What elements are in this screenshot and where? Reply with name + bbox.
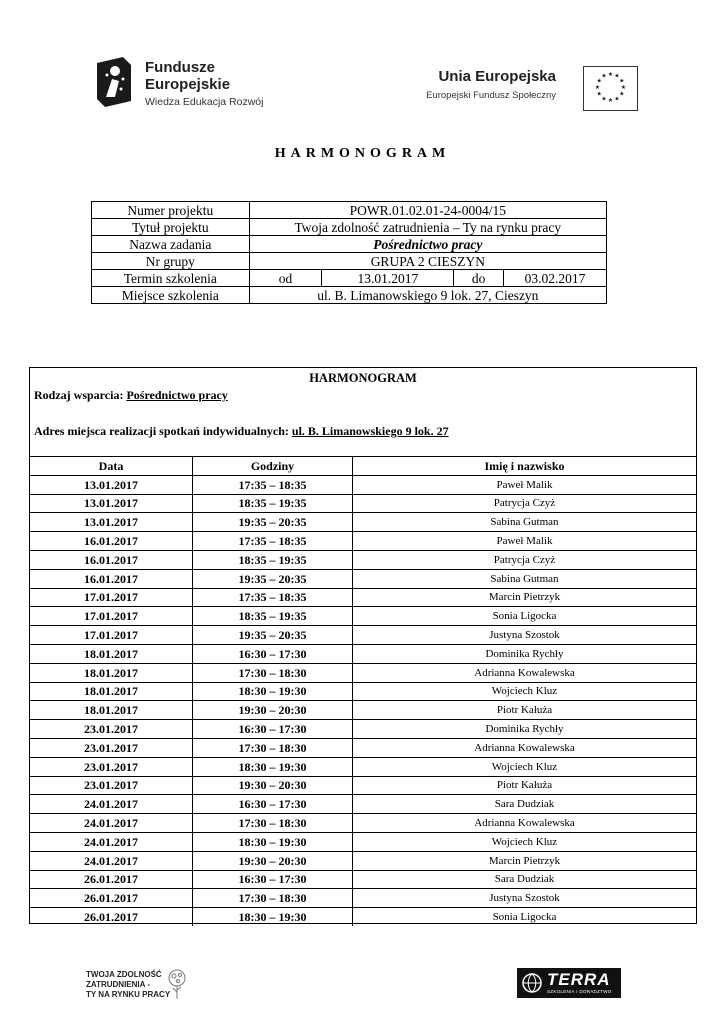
date-cell: 24.01.2017 xyxy=(30,814,193,833)
date-cell: 26.01.2017 xyxy=(30,870,193,889)
info-value-miejsce: ul. B. Limanowskiego 9 lok. 27, Cieszyn xyxy=(249,287,606,304)
name-cell: Paweł Malik xyxy=(353,532,697,551)
name-cell: Adrianna Kowalewska xyxy=(353,814,697,833)
name-cell: Paweł Malik xyxy=(353,475,697,494)
info-label-miejsce: Miejsce szkolenia xyxy=(92,287,250,304)
schedule-row xyxy=(30,701,696,720)
tz-logo-line2: ZATRUDNIENIA - xyxy=(86,980,150,989)
schedule-row xyxy=(30,626,696,645)
schedule-row xyxy=(30,569,696,588)
svg-text:★: ★ xyxy=(601,72,607,80)
info-termin-start: 13.01.2017 xyxy=(322,270,454,287)
date-cell: 18.01.2017 xyxy=(30,644,193,663)
name-cell: Marcin Pietrzyk xyxy=(353,851,697,870)
name-cell: Patrycja Czyż xyxy=(353,494,697,513)
hours-cell: 16:30 – 17:30 xyxy=(193,795,353,814)
fe-logo-line3: Wiedza Edukacja Rozwój xyxy=(145,96,264,108)
hours-cell: 19:30 – 20:30 xyxy=(193,701,353,720)
fundusze-europejskie-mark-icon xyxy=(97,57,131,107)
fundusze-europejskie-logo xyxy=(97,57,267,115)
hours-cell: 17:35 – 18:35 xyxy=(193,588,353,607)
schedule-row xyxy=(30,607,696,626)
hours-cell: 18:35 – 19:35 xyxy=(193,607,353,626)
date-cell: 23.01.2017 xyxy=(30,738,193,757)
info-value-nazwa: Pośrednictwo pracy xyxy=(249,236,606,253)
svg-text:★: ★ xyxy=(619,90,625,98)
name-cell: Sonia Ligocka xyxy=(353,908,697,926)
hours-cell: 18:30 – 19:30 xyxy=(193,682,353,701)
name-cell: Piotr Kałuża xyxy=(353,701,697,720)
schedule-row xyxy=(30,682,696,701)
date-cell: 23.01.2017 xyxy=(30,776,193,795)
fe-logo-line2: Europejskie xyxy=(145,76,231,93)
project-info-table xyxy=(91,201,607,304)
hours-cell: 18:35 – 19:35 xyxy=(193,550,353,569)
hours-cell: 16:30 – 17:30 xyxy=(193,720,353,739)
info-label-numer: Numer projektu xyxy=(92,202,250,219)
info-value-numer: POWR.01.02.01-24-0004/15 xyxy=(249,202,606,219)
date-cell: 18.01.2017 xyxy=(30,682,193,701)
date-cell: 24.01.2017 xyxy=(30,795,193,814)
svg-text:★: ★ xyxy=(607,71,614,78)
info-row-termin xyxy=(92,270,607,287)
svg-text:★: ★ xyxy=(620,84,627,91)
eu-flag-icon xyxy=(583,66,638,111)
hours-cell: 16:30 – 17:30 xyxy=(193,870,353,889)
unia-europejska-logo xyxy=(418,66,638,114)
date-cell: 17.01.2017 xyxy=(30,626,193,645)
svg-text:★: ★ xyxy=(614,95,620,103)
name-cell: Adrianna Kowalewska xyxy=(353,663,697,682)
name-cell: Sara Dudziak xyxy=(353,795,697,814)
hours-cell: 18:30 – 19:30 xyxy=(193,908,353,926)
hours-cell: 16:30 – 17:30 xyxy=(193,644,353,663)
address-line xyxy=(34,424,449,439)
schedule-row xyxy=(30,550,696,569)
hours-cell: 17:30 – 18:30 xyxy=(193,663,353,682)
date-cell: 18.01.2017 xyxy=(30,701,193,720)
svg-text:★: ★ xyxy=(619,77,625,85)
date-cell: 16.01.2017 xyxy=(30,569,193,588)
schedule-row xyxy=(30,532,696,551)
schedule-section xyxy=(29,367,697,924)
terra-tagline: SZKOLENIA I DORADZTWO xyxy=(547,989,612,994)
svg-text:★: ★ xyxy=(594,84,601,91)
terra-logo xyxy=(517,968,621,998)
fe-logo-line1: Fundusze xyxy=(145,59,215,76)
schedule-row xyxy=(30,908,696,926)
schedule-header-row xyxy=(30,457,696,476)
date-cell: 26.01.2017 xyxy=(30,908,193,926)
info-value-tytul: Twoja zdolność zatrudnienia – Ty na rynku pracy xyxy=(249,219,606,236)
schedule-heading: HARMONOGRAM xyxy=(309,371,417,385)
schedule-row xyxy=(30,757,696,776)
svg-text:★: ★ xyxy=(601,95,607,103)
schedule-row xyxy=(30,814,696,833)
info-label-grupa: Nr grupy xyxy=(92,253,250,270)
name-cell: Sara Dudziak xyxy=(353,870,697,889)
date-cell: 13.01.2017 xyxy=(30,513,193,532)
schedule-row xyxy=(30,795,696,814)
hours-cell: 19:30 – 20:30 xyxy=(193,851,353,870)
date-cell: 16.01.2017 xyxy=(30,532,193,551)
name-cell: Piotr Kałuża xyxy=(353,776,697,795)
date-cell: 26.01.2017 xyxy=(30,889,193,908)
schedule-row xyxy=(30,720,696,739)
twoja-zdolnosc-logo xyxy=(86,968,196,1002)
date-cell: 16.01.2017 xyxy=(30,550,193,569)
info-termin-od: od xyxy=(249,270,322,287)
name-cell: Wojciech Kluz xyxy=(353,832,697,851)
schedule-row xyxy=(30,889,696,908)
hours-cell: 19:35 – 20:35 xyxy=(193,626,353,645)
name-cell: Wojciech Kluz xyxy=(353,757,697,776)
hours-cell: 17:35 – 18:35 xyxy=(193,475,353,494)
svg-text:★: ★ xyxy=(596,77,602,85)
info-label-termin: Termin szkolenia xyxy=(92,270,250,287)
ue-logo-subtitle: Europejski Fundusz Społeczny xyxy=(426,90,556,101)
svg-text:★: ★ xyxy=(607,97,614,104)
support-type-line xyxy=(34,388,228,403)
ue-logo-title: Unia Europejska xyxy=(438,68,556,85)
schedule-row xyxy=(30,494,696,513)
info-row-tytul xyxy=(92,219,607,236)
name-cell: Marcin Pietrzyk xyxy=(353,588,697,607)
schedule-row xyxy=(30,851,696,870)
info-row-nazwa xyxy=(92,236,607,253)
name-cell: Adrianna Kowalewska xyxy=(353,738,697,757)
address-value: ul. B. Limanowskiego 9 lok. 27 xyxy=(291,424,449,438)
date-cell: 17.01.2017 xyxy=(30,588,193,607)
date-cell: 18.01.2017 xyxy=(30,663,193,682)
col-header-data: Data xyxy=(30,457,193,476)
hours-cell: 18:30 – 19:30 xyxy=(193,832,353,851)
schedule-row xyxy=(30,738,696,757)
tz-logo-line3: TY NA RYNKU PRACY xyxy=(86,990,171,999)
svg-text:★: ★ xyxy=(596,90,602,98)
date-cell: 23.01.2017 xyxy=(30,720,193,739)
info-value-grupa: GRUPA 2 CIESZYN xyxy=(249,253,606,270)
col-header-godziny: Godziny xyxy=(193,457,353,476)
support-type-value: Pośrednictwo pracy xyxy=(126,388,228,402)
info-label-tytul: Tytuł projektu xyxy=(92,219,250,236)
schedule-row xyxy=(30,513,696,532)
name-cell: Wojciech Kluz xyxy=(353,682,697,701)
name-cell: Patrycja Czyż xyxy=(353,550,697,569)
address-label: Adres miejsca realizacji spotkań indywidualnych: xyxy=(34,424,292,438)
hours-cell: 18:35 – 19:35 xyxy=(193,494,353,513)
hours-cell: 17:35 – 18:35 xyxy=(193,532,353,551)
date-cell: 24.01.2017 xyxy=(30,832,193,851)
name-cell: Dominika Rychły xyxy=(353,644,697,663)
date-cell: 13.01.2017 xyxy=(30,494,193,513)
name-cell: Justyna Szostok xyxy=(353,626,697,645)
date-cell: 13.01.2017 xyxy=(30,475,193,494)
globe-icon xyxy=(521,972,543,994)
schedule-row xyxy=(30,832,696,851)
hours-cell: 19:35 – 20:35 xyxy=(193,569,353,588)
name-cell: Sabina Gutman xyxy=(353,513,697,532)
hours-cell: 19:35 – 20:35 xyxy=(193,513,353,532)
schedule-row xyxy=(30,644,696,663)
schedule-body xyxy=(30,475,696,926)
page-title: HARMONOGRAM xyxy=(274,146,451,161)
name-cell: Justyna Szostok xyxy=(353,889,697,908)
col-header-imie-nazwisko: Imię i nazwisko xyxy=(353,457,697,476)
schedule-row xyxy=(30,588,696,607)
schedule-row xyxy=(30,663,696,682)
tree-icon xyxy=(166,968,188,1000)
info-row-grupa xyxy=(92,253,607,270)
svg-text:★: ★ xyxy=(614,72,620,80)
hours-cell: 17:30 – 18:30 xyxy=(193,814,353,833)
name-cell: Sonia Ligocka xyxy=(353,607,697,626)
hours-cell: 19:30 – 20:30 xyxy=(193,776,353,795)
tz-logo-line1: TWOJA ZDOLNOŚĆ xyxy=(86,970,162,979)
schedule-row xyxy=(30,776,696,795)
terra-name: TERRA xyxy=(547,970,611,989)
support-type-label: Rodzaj wsparcia: xyxy=(34,388,127,402)
date-cell: 17.01.2017 xyxy=(30,607,193,626)
info-row-miejsce xyxy=(92,287,607,304)
schedule-row xyxy=(30,870,696,889)
info-termin-do: do xyxy=(454,270,504,287)
schedule-table xyxy=(30,456,696,926)
hours-cell: 17:30 – 18:30 xyxy=(193,738,353,757)
name-cell: Sabina Gutman xyxy=(353,569,697,588)
hours-cell: 17:30 – 18:30 xyxy=(193,889,353,908)
schedule-row xyxy=(30,475,696,494)
info-termin-end: 03.02.2017 xyxy=(504,270,607,287)
name-cell: Dominika Rychły xyxy=(353,720,697,739)
date-cell: 24.01.2017 xyxy=(30,851,193,870)
info-label-nazwa: Nazwa zadania xyxy=(92,236,250,253)
info-row-numer xyxy=(92,202,607,219)
date-cell: 23.01.2017 xyxy=(30,757,193,776)
hours-cell: 18:30 – 19:30 xyxy=(193,757,353,776)
